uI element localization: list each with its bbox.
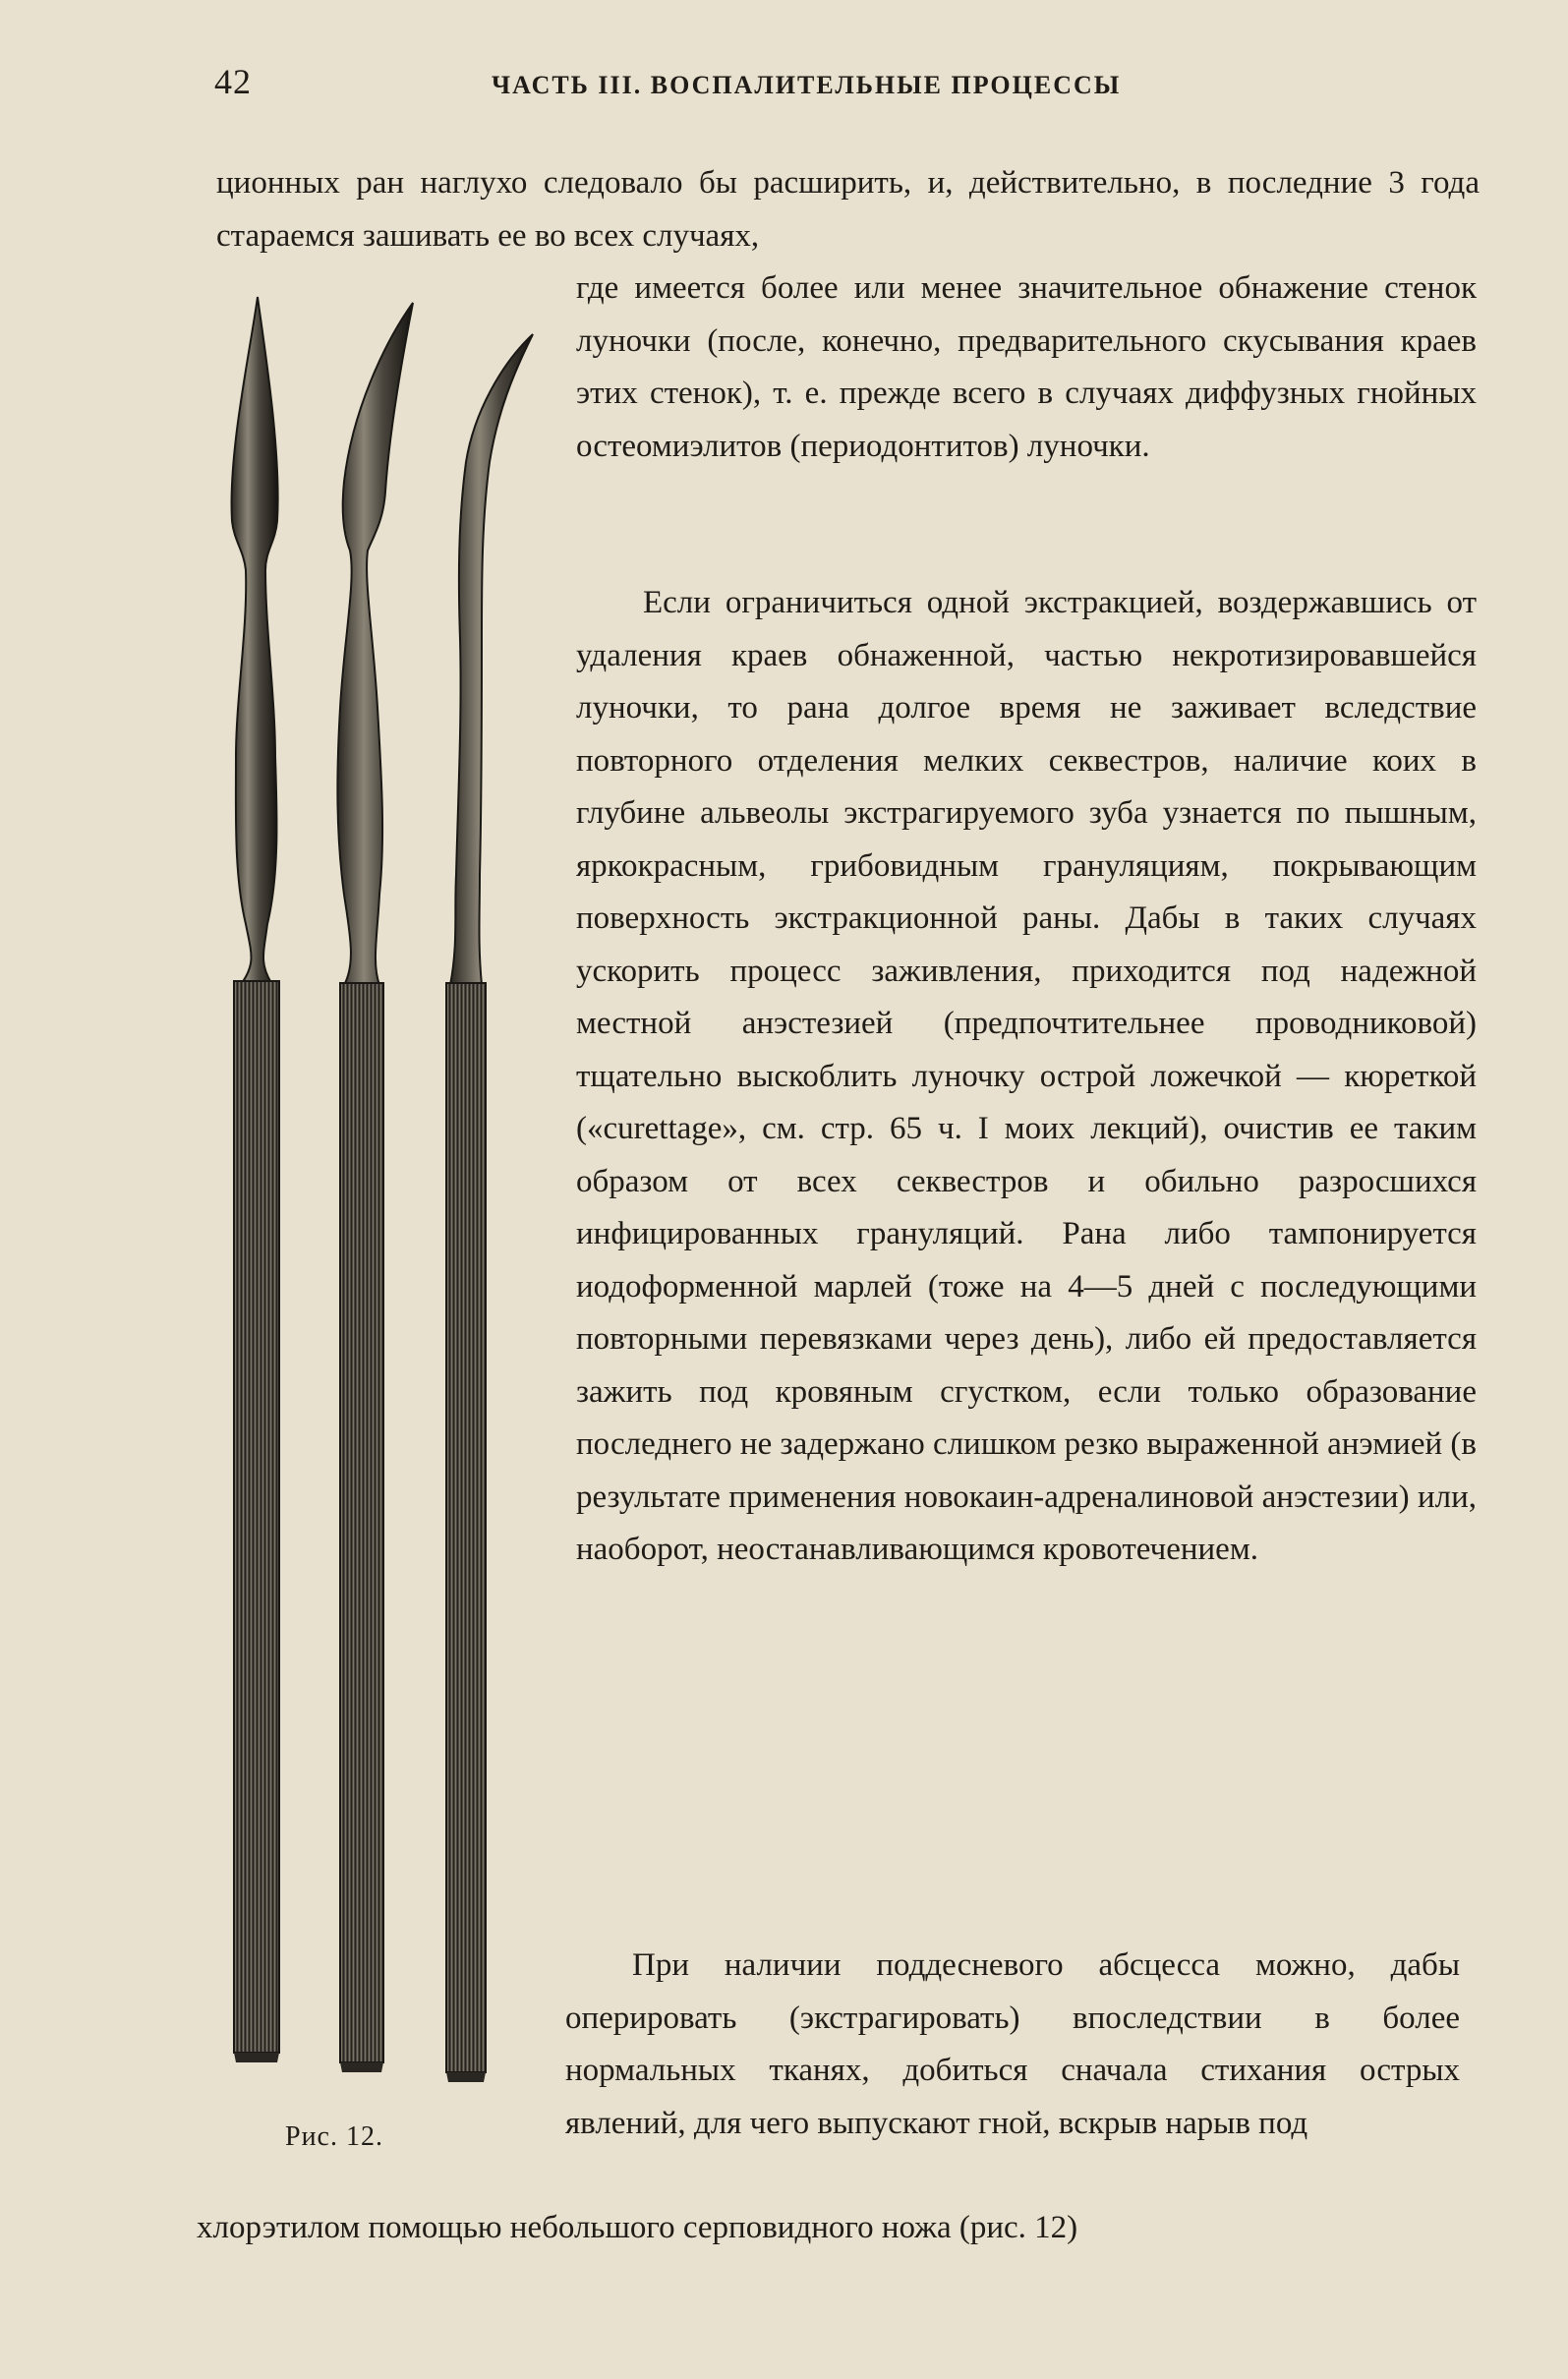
sickle-knife-icon <box>446 334 533 2082</box>
paragraph-2: Если ограничиться одной экстракцией, воздержавшись от удаления краев обнаженной, частью некротизировавшейся луночки, то рана долгое время не заживает вследствие повторного отделения мелких секвестров, наличие коих в глубине альвеолы экстрагируемого зуба узнается по пышным, яркокрасным, грибовидным грануляциям, покрывающим поверхность экстракционной раны. Дабы в таких случаях ускорить процесс заживления, приходится под надежной местной анэстезией (предпочтительнее проводниковой) тщательно выскоблить луночку острой ложечкой — кюреткой («curettage», см. стр. 65 ч. I моих лекций), очистив ее таким образом от всех секвестров и обильно разросшихся инфицированных грануляций. Рана либо тампонируется иодоформенной марлей (тоже на 4—5 дней с последующими повторными перевязками через день), либо ей предоставляется зажить под кровяным сгустком, если только образование последнего не задержано слишком резко выраженной анэмией (в результате применения новокаин-адреналиновой анэстезии) или, наоборот, неостанавливающимся кровотечением. <box>576 585 1477 1567</box>
paragraph-1-continuation: где имеется более или менее значительное обнажение стенок луночки (после, конечно, предварительного скусывания краев этих стенок), т. е. прежде всего в случаях диффузных гнойных остеомиэлитов (периодонтитов) луночки. <box>576 270 1477 464</box>
curved-knife-icon <box>337 303 413 2072</box>
surgical-knives-illustration <box>187 285 560 2114</box>
page-header <box>0 61 1568 110</box>
paragraph-3-continuation: хлорэтилом помощью небольшого серповидного ножа (рис. 12) <box>197 2210 1078 2245</box>
straight-knife-icon <box>232 297 279 2062</box>
running-head: ЧАСТЬ III. ВОСПАЛИТЕЛЬНЫЕ ПРОЦЕССЫ <box>492 71 1122 99</box>
page-number: 42 <box>214 62 252 101</box>
paragraph-3-lead: При наличии поддесневого абсцесса можно, дабы оперировать (экстрагировать) впоследствии в более нормальных тканях, добиться сначала стихания острых явлений, для чего выпускают гной, вскрыв нарыв под <box>565 1947 1460 2141</box>
figure-caption: Рис. 12. <box>285 2121 383 2152</box>
figure-12 <box>187 285 560 2152</box>
paragraph-1-lead: ционных ран наглухо следовало бы расширить, и, действительно, в последние 3 года стараемся зашивать ее во всех случаях, <box>216 165 1480 254</box>
